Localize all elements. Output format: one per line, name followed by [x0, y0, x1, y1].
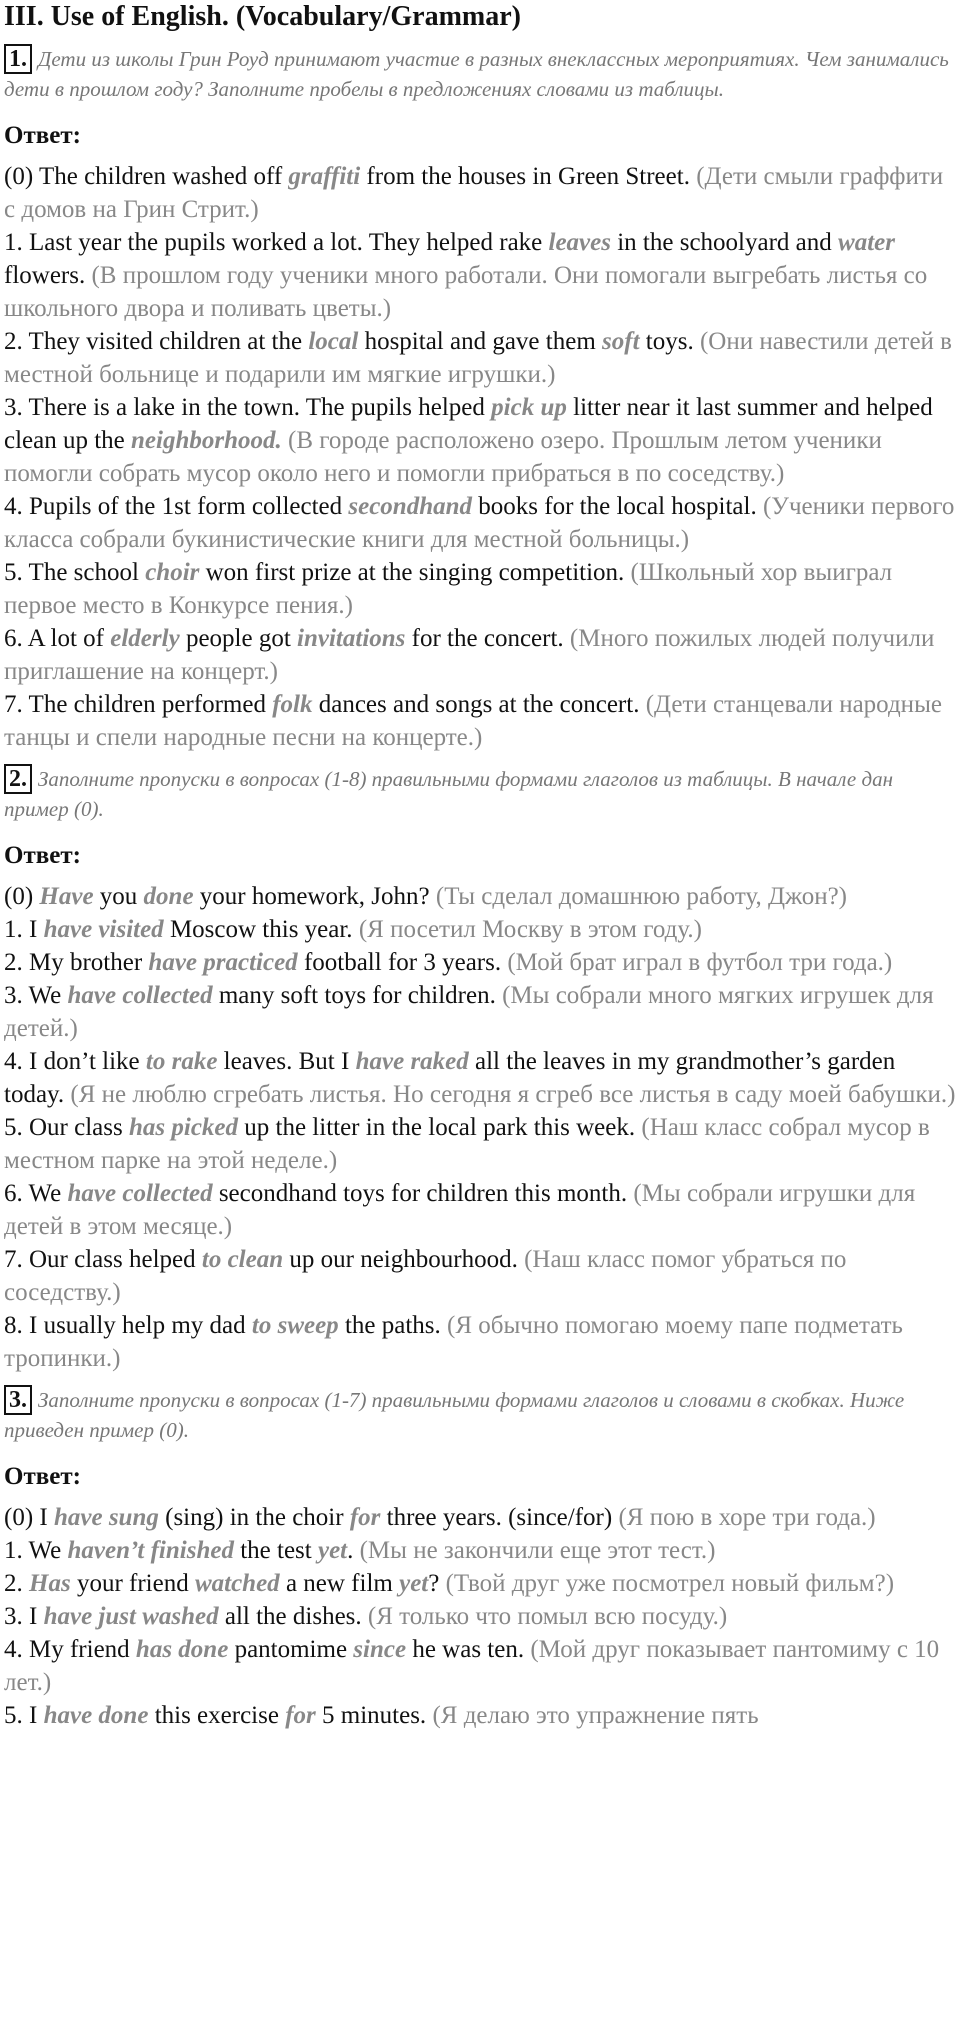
- sentence-text: all the dishes.: [218, 1603, 368, 1630]
- answer-word: to sweep: [251, 1312, 339, 1339]
- sentence-text: the paths.: [338, 1312, 448, 1339]
- sentence-text: up our neighbourhood.: [283, 1246, 525, 1273]
- sentence-text: pantomime: [228, 1636, 354, 1663]
- page-heading: III. Use of English. (Vocabulary/Grammar): [4, 1, 521, 32]
- sentence-text: 7. The children performed: [4, 691, 273, 718]
- task-instruction: [4, 44, 956, 104]
- task-instruction: [4, 764, 956, 824]
- answer-word: yet: [399, 1570, 429, 1597]
- answer-word: have raked: [355, 1048, 469, 1075]
- answer-word: leaves: [548, 229, 611, 256]
- answer-word: has done: [135, 1636, 229, 1663]
- answer-word: yet: [317, 1537, 348, 1564]
- sentence-text: (0) I: [4, 1504, 54, 1531]
- answer-word: for: [285, 1702, 316, 1729]
- answer-line: [4, 1111, 956, 1177]
- answer-word: Have: [39, 883, 94, 910]
- sentence-text: your friend: [70, 1570, 195, 1597]
- sentence-text: three years. (since/for): [380, 1504, 619, 1531]
- sentence-text: 5. Our class: [4, 1114, 129, 1141]
- task-text: Заполните пропуски в вопросах (1-8) правильными формами глаголов из таблицы. В начале дан пример (0).: [4, 767, 894, 821]
- task-text: Дети из школы Грин Роуд принимают участие в разных внеклассных мероприятиях. Чем занимались дети в прошлом году? Заполните пробелы в предложениях словами из таблицы.: [4, 47, 949, 101]
- exercise-number-box: 1.: [4, 44, 32, 74]
- sentence-text: flowers.: [4, 262, 92, 289]
- sentence-text: 3. There is a lake in the town. The pupils helped: [4, 394, 492, 421]
- sentence-text: .: [347, 1537, 360, 1564]
- translation-text: (Много пожилых людей получили приглашение на концерт.): [4, 625, 935, 685]
- answer-word: folk: [272, 691, 313, 718]
- answer-line: [4, 1567, 956, 1600]
- answer-word: done: [143, 883, 194, 910]
- exercise-number-box: 2.: [4, 764, 32, 794]
- answer-line: [4, 556, 956, 622]
- answer-line: [4, 1699, 956, 1732]
- translation-text: (Мы собрали игрушки для детей в этом месяце.): [4, 1180, 916, 1240]
- translation-text: (Дети смыли граффити с домов на Грин Стрит.): [4, 163, 944, 223]
- answer-word: local: [308, 328, 359, 355]
- sentence-text: 1. We: [4, 1537, 68, 1564]
- translation-text: (Наш класс собрал мусор в местном парке на этой неделе.): [4, 1114, 930, 1174]
- translation-text: (Школьный хор выиграл первое место в Конкурсе пения.): [4, 559, 893, 619]
- answer-line: [4, 1177, 956, 1243]
- sentence-text: football for 3 years.: [297, 949, 508, 976]
- answer-line: [4, 391, 956, 490]
- translation-text: (Я не люблю сгребать листья. Но сегодня я сгреб все листья в саду моей бабушки.): [70, 1081, 956, 1108]
- answer-word: water: [838, 229, 895, 256]
- answer-label: Ответ:: [4, 122, 81, 149]
- sentence-text: 5. I: [4, 1702, 44, 1729]
- sentence-text: Moscow this year.: [163, 916, 359, 943]
- answer-line: [4, 1600, 956, 1633]
- sentence-text: (0): [4, 883, 40, 910]
- translation-text: (Я делаю это упражнение пять: [432, 1702, 759, 1729]
- sentence-text: 3. We: [4, 982, 68, 1009]
- sentence-text: up the litter in the local park this week.: [238, 1114, 642, 1141]
- answer-line: [4, 1243, 956, 1309]
- sentence-text: all the leaves in my grandmother’s garden today.: [4, 1048, 896, 1108]
- sentence-text: in the schoolyard and: [610, 229, 839, 256]
- sentence-text: toys.: [639, 328, 700, 355]
- answer-line: [4, 688, 956, 754]
- answer-word: to clean: [201, 1246, 284, 1273]
- answer-word: invitations: [297, 625, 406, 652]
- sentence-text: (0) The children washed off: [4, 163, 289, 190]
- translation-text: (Дети станцевали народные танцы и спели народные песни на концерте.): [4, 691, 942, 751]
- task-text: Заполните пропуски в вопросах (1-7) правильными формами глаголов и словами в скобках. Ниже приведен пример (0).: [4, 1388, 905, 1442]
- translation-text: (Ты сделал домашнюю работу, Джон?): [435, 883, 848, 910]
- sentence-text: 6. We: [4, 1180, 68, 1207]
- translation-text: (Мой друг показывает пантомиму с 10 лет.): [4, 1636, 940, 1696]
- translation-text: (Мой брат играл в футбол три года.): [507, 949, 893, 976]
- sentence-text: 2.: [4, 1570, 29, 1597]
- answer-line: [4, 490, 956, 556]
- answer-word: have collected: [67, 1180, 213, 1207]
- answer-line: [4, 1633, 956, 1699]
- sentence-text: 4. Pupils of the 1st form collected: [4, 493, 349, 520]
- sentence-text: dances and songs at the concert.: [312, 691, 646, 718]
- sentence-text: books for the local hospital.: [472, 493, 763, 520]
- answer-word: pick up: [491, 394, 567, 421]
- translation-text: (В прошлом году ученики много работали. Они помогали выгребать листья со школьного двора и поливать цветы.): [4, 262, 928, 322]
- sentence-text: 4. My friend: [4, 1636, 136, 1663]
- translation-text: (Ученики первого класса собрали букинистические книги для местной больницы.): [4, 493, 955, 553]
- sentence-text: from the houses in Green Street.: [360, 163, 697, 190]
- answer-line: [4, 1534, 956, 1567]
- task-instruction: [4, 1385, 956, 1445]
- answer-word: choir: [145, 559, 200, 586]
- exercise-number-box: 3.: [4, 1385, 32, 1415]
- answer-line: [4, 979, 956, 1045]
- answer-word: haven’t finished: [67, 1537, 234, 1564]
- answer-word: neighborhood.: [131, 427, 282, 454]
- translation-text: (Я только что помыл всю посуду.): [367, 1603, 728, 1630]
- answer-word: have done: [43, 1702, 149, 1729]
- translation-text: (Наш класс помог убраться по соседству.): [4, 1246, 847, 1306]
- sentence-text: 8. I usually help my dad: [4, 1312, 252, 1339]
- exercise-section: [4, 764, 956, 1375]
- sentence-text: the test: [233, 1537, 318, 1564]
- answer-word: have visited: [43, 916, 164, 943]
- sentence-text: 4. I don’t like: [4, 1048, 146, 1075]
- sentence-text: a new film: [279, 1570, 400, 1597]
- sentence-text: 2. They visited children at the: [4, 328, 309, 355]
- sentence-text: 3. I: [4, 1603, 44, 1630]
- sentence-text: 5 minutes.: [315, 1702, 433, 1729]
- answer-word: for: [349, 1504, 381, 1531]
- answer-line: [4, 160, 956, 226]
- sentence-text: 7. Our class helped: [4, 1246, 202, 1273]
- sentence-text: hospital and gave them: [358, 328, 603, 355]
- translation-text: (Мы собрали много мягких игрушек для детей.): [4, 982, 934, 1042]
- answer-word: have just washed: [43, 1603, 219, 1630]
- answer-word: graffiti: [288, 163, 361, 190]
- sentence-text: won first prize at the singing competition.: [199, 559, 631, 586]
- sentence-text: 1. Last year the pupils worked a lot. They helped rake: [4, 229, 549, 256]
- translation-text: (Они навестили детей в местной больнице и подарили им мягкие игрушки.): [4, 328, 952, 388]
- sentence-text: (sing) in the choir: [158, 1504, 350, 1531]
- answer-line: [4, 913, 956, 946]
- sentence-text: this exercise: [148, 1702, 286, 1729]
- sentence-text: 6. A lot of: [4, 625, 111, 652]
- translation-text: (Мы не закончили еще этот тест.): [359, 1537, 716, 1564]
- sentence-text: you: [93, 883, 144, 910]
- answer-word: watched: [194, 1570, 280, 1597]
- sentence-text: he was ten.: [406, 1636, 531, 1663]
- sentence-text: 1. I: [4, 916, 44, 943]
- sentence-text: secondhand toys for children this month.: [212, 1180, 634, 1207]
- answer-label: Ответ:: [4, 1463, 81, 1490]
- sentence-text: 2. My brother: [4, 949, 149, 976]
- translation-text: (В городе расположено озеро. Прошлым летом ученики помогли собрать мусор около него и помогли прибраться в по соседству.): [4, 427, 882, 487]
- answer-word: have sung: [53, 1504, 159, 1531]
- sentence-text: for the concert.: [405, 625, 570, 652]
- translation-text: (Я пою в хоре три года.): [618, 1504, 876, 1531]
- translation-text: (Я посетил Москву в этом году.): [358, 916, 702, 943]
- sentence-text: litter near it last summer and helped clean up the: [4, 394, 933, 454]
- answer-word: Has: [29, 1570, 71, 1597]
- answer-line: [4, 325, 956, 391]
- answer-word: has picked: [128, 1114, 239, 1141]
- answer-line: [4, 622, 956, 688]
- answer-line: [4, 1309, 956, 1375]
- answer-word: have collected: [67, 982, 213, 1009]
- exercise-section: [4, 1385, 956, 1732]
- answer-line: [4, 226, 956, 325]
- answer-word: have practiced: [148, 949, 298, 976]
- sentence-text: people got: [179, 625, 298, 652]
- sentence-text: your homework, John?: [193, 883, 436, 910]
- answer-word: soft: [602, 328, 640, 355]
- sentence-text: 5. The school: [4, 559, 146, 586]
- translation-text: (Твой друг уже посмотрел новый фильм?): [445, 1570, 895, 1597]
- answer-line: [4, 1045, 956, 1111]
- answer-word: to rake: [145, 1048, 218, 1075]
- answer-word: since: [353, 1636, 407, 1663]
- answer-line: [4, 1501, 956, 1534]
- sentence-text: leaves. But I: [217, 1048, 356, 1075]
- answer-line: [4, 946, 956, 979]
- answer-label: Ответ:: [4, 842, 81, 869]
- answer-word: elderly: [110, 625, 180, 652]
- sentence-text: ?: [428, 1570, 446, 1597]
- answer-line: [4, 880, 956, 913]
- translation-text: (Я обычно помогаю моему папе подметать тропинки.): [4, 1312, 903, 1372]
- sections-container: [4, 44, 956, 1732]
- answer-word: secondhand: [348, 493, 473, 520]
- exercise-section: [4, 44, 956, 754]
- sentence-text: many soft toys for children.: [212, 982, 503, 1009]
